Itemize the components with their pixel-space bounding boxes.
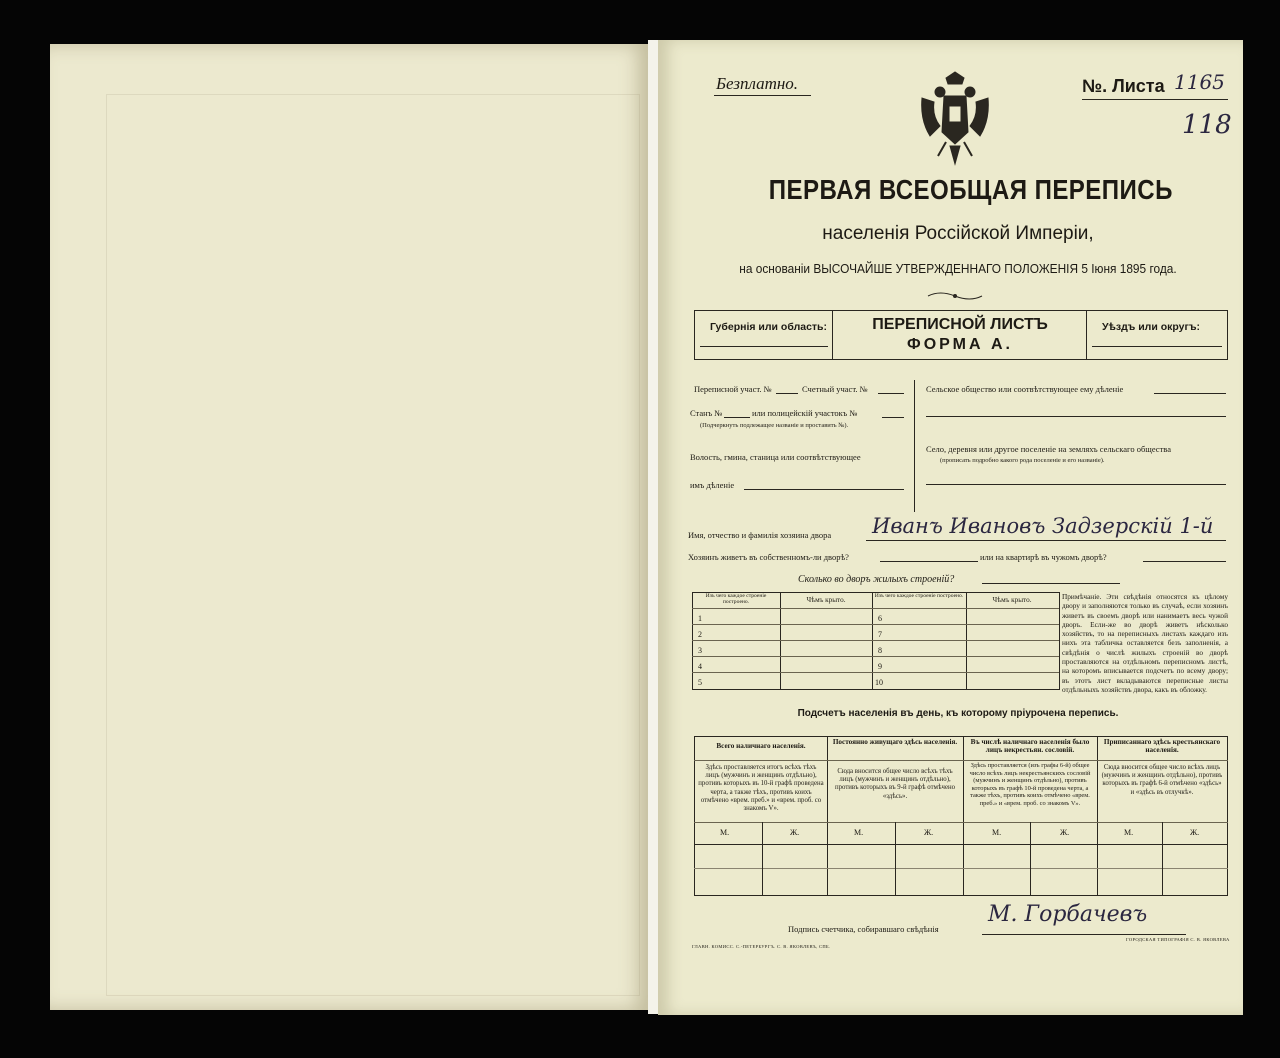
sheet-number-value: 1165	[1174, 70, 1225, 94]
roof-col-header: Чѣмъ крыто.	[806, 596, 846, 604]
buildings-question: Сколько во дворъ жилыхъ строеній?	[798, 574, 955, 585]
form-title: ПЕРЕПИСНОЙ ЛИСТЪ	[872, 316, 1048, 333]
bleed-through-ruling	[106, 94, 640, 996]
buildings-note: Примѣчаніе. Эти свѣдѣнія относятся къ цѣлому двору и заполняются только въ случаѣ, если хозяинъ живетъ въ своемъ дворѣ или нанимаетъ весь чужой дворъ. Если-же во дворѣ живетъ нѣсколько хозяйствъ, то на переписныхъ листахъ каждаго изъ нихъ эта табличка оставляется безъ заполненія, а свѣдѣнія о числѣ жилыхъ строеній во дворѣ проставляются на отдѣльномъ переписномъ листѣ, на которомъ вписывается подсчетъ по всему двору; въ этотъ лист вкладываются переписные листы отдѣльныхъ хозяйствъ двора, какъ въ обложку.	[1062, 592, 1228, 694]
legal-basis: на основаніи ВЫСОЧАЙШЕ УТВЕРЖДЕННАГО ПОЛОЖЕНІЯ 5 Іюня 1895 года.	[739, 262, 1177, 276]
owner-name-handwritten: Иванъ Ивановъ Задзерскій 1-й	[872, 514, 1214, 538]
buildings-table	[692, 592, 1060, 690]
non-peasant-col-header: Въ числѣ наличнаго населенія было лицъ некрестьян. сословій.	[970, 738, 1090, 755]
province-label: Губернія или область:	[710, 321, 828, 333]
building-row-number: 2	[698, 630, 702, 639]
subtitle: населенія Россійской Имперіи,	[822, 223, 1094, 244]
census-section-label: Переписной участ. №	[694, 384, 772, 394]
building-row-number: 3	[698, 646, 702, 655]
building-row-number: 9	[878, 662, 882, 671]
female-col-label: Ж.	[1190, 828, 1200, 837]
total-col-description: Здѣсь проставляется итогъ всѣхъ тѣхъ лицъ (мужчинъ и женщинъ отдѣльно), противъ которыхъ въ 10-й графѣ проведена черта, а также тѣхъ, противъ коихъ отмѣчено «врем. преб.» и «врем. проб. со знакомъ V».	[698, 764, 824, 813]
peasant-col-description: Сюда вносится общее число всѣхъ лицъ (мужчинъ и женщинъ отдѣльно), противъ которыхъ въ графѣ 6-й отмѣчено «здѣсь» и «здѣсь въ отлучкѣ».	[1101, 764, 1223, 796]
printer-imprint-right: ГОРОДСКАЯ ТИПОГРАФІЯ С. В. ЯКОВЛЕВА	[1126, 937, 1230, 942]
male-col-label: М.	[992, 828, 1002, 837]
permanent-col-header: Постоянно живущаго здѣсь населенія.	[832, 738, 958, 746]
rural-society-label: Сельское общество или соотвѣтствующее ему дѣленіе	[926, 384, 1124, 394]
village-note: (прописать подробно какого рода поселеніе и его названіе).	[940, 457, 1105, 464]
owner-label: Имя, отчество и фамилія хозяина двора	[688, 530, 832, 540]
material-col-header-2: Изъ чего каждое строеніе построено.	[874, 593, 964, 599]
roof-col-header-2: Чѣмъ крыто.	[992, 596, 1032, 604]
building-row-number: 7	[878, 630, 882, 639]
building-row-number: 10	[875, 678, 883, 687]
male-col-label: М.	[1124, 828, 1134, 837]
volost-label-continued: имъ дѣленіе	[690, 480, 735, 490]
material-col-header: Изъ чего каждое строеніе построено.	[705, 593, 767, 606]
female-col-label: Ж.	[790, 828, 800, 837]
peasant-col-header: Приписаннаго здѣсь крестьянскаго населенія.	[1103, 738, 1221, 755]
totals-heading: Подсчетъ населенія въ день, къ которому пріурочена перепись.	[797, 708, 1119, 719]
total-col-header: Всего наличнаго населенія.	[716, 742, 806, 750]
rented-label: или на квартирѣ въ чужомъ дворѣ?	[980, 552, 1107, 562]
volost-label: Волость, гмина, станица или соотвѣтствующее	[690, 452, 861, 462]
non-peasant-col-description: Здѣсь проставляется (изъ графы 6-й) общее число всѣхъ лицъ некрестьянскихъ сословій (мужчинъ и женщинъ отдѣльно), противъ которыхъ въ графѣ 10-й проведена черта, а также тѣхъ, противъ коихъ отмѣчено «врем. преб.» и «врем. проб. со знакомъ V».	[969, 762, 1091, 807]
main-title: ПЕРВАЯ ВСЕОБЩАЯ ПЕРЕПИСЬ	[768, 174, 1173, 205]
signature-label: Подпись счетчика, собиравшаго свѣдѣнія	[788, 924, 939, 934]
building-row-number: 4	[698, 662, 702, 671]
form-subtitle: ФОРМА А.	[907, 336, 1013, 353]
sheet-number-label: №. Листа	[1082, 76, 1165, 96]
enumerator-signature: М. Горбачевъ	[988, 902, 1148, 927]
free-label: Безплатно.	[716, 74, 799, 93]
male-col-label: М.	[854, 828, 864, 837]
female-col-label: Ж.	[1060, 828, 1070, 837]
stan-label: Станъ №	[690, 408, 723, 418]
corner-page-number: 118	[1182, 110, 1232, 140]
counting-section-label: Счетный участ. №	[802, 384, 868, 394]
building-row-number: 8	[878, 646, 882, 655]
building-row-number: 5	[698, 678, 702, 687]
census-form-page	[658, 40, 1243, 1015]
district-label: Уѣздъ или округъ:	[1102, 321, 1201, 333]
permanent-col-description: Сюда вносится общее число всѣхъ тѣхъ лицъ (мужчинъ и женщинъ отдѣльно), противъ которыхъ въ 9-й графѣ отмѣчено «здѣсь».	[834, 768, 956, 800]
underline-note: (Подчеркнуть подлежащее названіе и проставить №).	[700, 422, 849, 429]
male-col-label: М.	[720, 828, 730, 837]
left-page-blank	[50, 44, 650, 1010]
female-col-label: Ж.	[924, 828, 934, 837]
building-row-number: 1	[698, 614, 702, 623]
ornament-flourish-icon	[926, 290, 984, 302]
building-row-number: 6	[878, 614, 882, 623]
police-section-label: или полицейскій участокъ №	[752, 408, 858, 418]
printer-imprint-left: ГЛАВН. КОМИСС. С.-ПЕТЕРБУРГЪ. С. В. ЯКОВЛЕВЪ, СПБ.	[692, 944, 831, 949]
owner-lives-label: Хозяинъ живетъ въ собственномъ-ли дворѣ?	[688, 552, 849, 562]
village-label: Село, деревня или другое поселеніе на земляхъ сельскаго общества	[926, 444, 1171, 454]
double-headed-eagle-icon	[916, 70, 994, 168]
